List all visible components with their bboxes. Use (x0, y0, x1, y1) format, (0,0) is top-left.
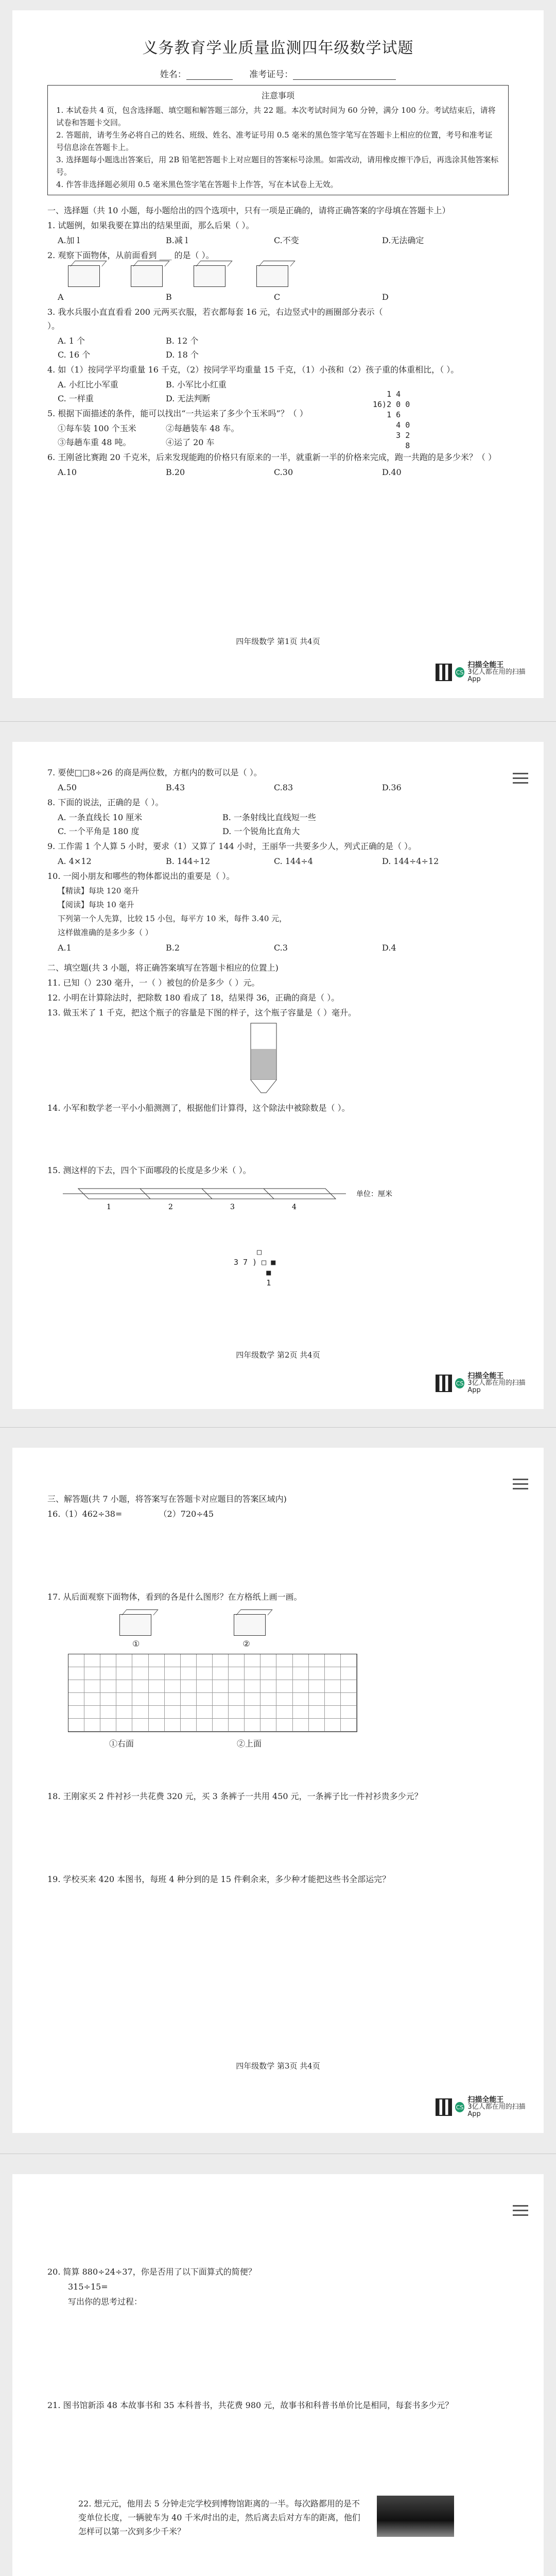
scanner-watermark (436, 1373, 533, 1394)
option: C. 一个平角是 180 度 (58, 826, 140, 836)
figure-tag: ① (132, 1639, 140, 1649)
cs-logo-icon: CS (455, 1378, 465, 1388)
question-16-part-1: 16.（1）462÷38= (47, 1509, 123, 1519)
bottle-figure (233, 1021, 294, 1098)
grid-cell[interactable] (181, 1719, 197, 1732)
grid-cell[interactable] (165, 1667, 181, 1680)
grid-cell[interactable] (309, 1680, 325, 1693)
grid-cell[interactable] (181, 1706, 197, 1719)
grid-cell[interactable] (260, 1706, 276, 1719)
question-21: 21. 图书馆新添 48 本故事书和 35 本科普书，共花费 980 元，故事书和科普书单价比是相同，每套书多少元？ (47, 2400, 454, 2410)
question-10-options (47, 941, 509, 955)
name-line (47, 67, 509, 80)
qr-code-icon (436, 2098, 452, 2116)
question-13: 13. 做玉米了 1 千克，把这个瓶子的容量是下图的样子，这个瓶子容量是（ ）毫升。 (47, 1008, 356, 1018)
option: C (274, 292, 281, 302)
option: ①每车装 100 个玉米 (58, 423, 136, 433)
scanner-watermark (436, 662, 533, 683)
option: B.20 (166, 467, 185, 477)
question-8-options (47, 810, 509, 838)
section-heading: 三、解答题(共 7 小题，将答案写在答题卡对应题目的答案区域内) (47, 1494, 287, 1504)
option: A (58, 292, 64, 302)
exam-no-label: 准考证号： (249, 70, 293, 80)
grid-cell[interactable] (84, 1719, 100, 1732)
grid-cell[interactable] (68, 1680, 84, 1693)
page-footer: 四年级数学 第2页 共4页 (236, 1350, 320, 1360)
segment-label: 4 (292, 1203, 297, 1211)
question-4: 4. 如（1）按同学平均重量 16 千克，（2）按同学平均重量 15 千克，（1）小孩和（2）孩子重的体重相比，（ ）。 (47, 365, 459, 375)
exam-page-3 (12, 1448, 544, 2133)
grid-cell[interactable] (213, 1693, 229, 1706)
segment-label: 1 (107, 1203, 111, 1211)
cs-logo-icon: CS (455, 2102, 465, 2112)
grid-cell[interactable] (116, 1667, 132, 1680)
grid-cell[interactable] (325, 1693, 341, 1706)
grid-cell[interactable] (325, 1667, 341, 1680)
grid-cell[interactable] (341, 1654, 357, 1667)
option: ②每趟装车 48 车。 (166, 423, 239, 433)
option: D. 144÷4÷12 (382, 856, 439, 866)
question-20: 20. 简算 880÷24÷37，你是否用了以下面算式的简便？ (47, 2267, 256, 2277)
grid-cell[interactable] (149, 1693, 165, 1706)
grid-cell[interactable] (309, 1706, 325, 1719)
grid-cell[interactable] (213, 1667, 229, 1680)
grid-cell[interactable] (116, 1680, 132, 1693)
grid-cell[interactable] (229, 1706, 245, 1719)
grid-cell[interactable] (132, 1706, 148, 1719)
cube-figure (256, 265, 288, 287)
option: C. 16 个 (58, 350, 91, 360)
grid-tag: ①右面 (109, 1739, 134, 1749)
grid-cell[interactable] (132, 1654, 148, 1667)
option: A.10 (58, 467, 77, 477)
option: B. 小军比小红重 (166, 380, 227, 389)
grid-cell[interactable] (165, 1706, 181, 1719)
option: B (166, 292, 172, 302)
option: A.50 (58, 783, 77, 792)
notice-line: 3. 选择题每小题选出答案后，用 2B 铅笔把答题卡上对应题目的答案标号涂黑。如需改动，请用橡皮擦干净后，再选涂其他答案标号。 (56, 155, 499, 177)
page-separator (0, 1427, 556, 1428)
grid-cell[interactable] (260, 1654, 276, 1667)
grid-cell[interactable] (245, 1654, 260, 1667)
notice-title: 注意事项 (261, 91, 294, 100)
grid-cell[interactable] (229, 1680, 245, 1693)
question-10: 10. 一阅小朋友和哪些的物体都说出的重要是（ ）。 (47, 871, 235, 881)
question-3-options (47, 334, 509, 362)
cube-figure (234, 1614, 266, 1636)
question-14: 14. 小军和数学老一平小小船测测了，根据他们计算得，这个除法中被除数是（ ）。 (47, 1103, 350, 1113)
option: D. 一个锐角比直角大 (222, 826, 300, 836)
question-9: 9. 工作需 1 个人算 5 小时，要求（1）又算了 144 小时，王丽华一共要多少人，列式正确的是（ ）。 (47, 841, 417, 851)
exam-page-4 (12, 2174, 544, 2576)
segment-label: 2 (168, 1203, 173, 1211)
option: A. 4×12 (58, 856, 92, 866)
option: C. 144÷4 (274, 856, 313, 866)
cube-figure (68, 265, 100, 287)
question-6-options (47, 465, 509, 479)
option: ③每趟车重 48 吨。 (58, 437, 131, 447)
grid-cell[interactable] (293, 1654, 309, 1667)
grid-cell[interactable] (100, 1667, 116, 1680)
grid-cell[interactable] (213, 1719, 229, 1732)
grid-cell[interactable] (68, 1719, 84, 1732)
option: B. 12 个 (166, 336, 199, 346)
question-22-block (47, 2496, 509, 2539)
notice-line: 2. 答题前，请考生务必将自己的姓名、班级、姓名、准考证号用 0.5 毫米的黑色签字笔写在答题卡上相应的位置，考号和准考证号信息涂在答题卡上。 (56, 130, 493, 152)
exam-page-2 (12, 742, 544, 1409)
grid-cell[interactable] (165, 1680, 181, 1693)
menu-icon[interactable] (513, 2205, 528, 2216)
grid-cell[interactable] (132, 1667, 148, 1680)
option: D.40 (382, 467, 402, 477)
grid-cell[interactable] (197, 1667, 213, 1680)
question-5: 5. 根据下面描述的条件，能可以找出“一共运来了多少个玉米吗”？（ ） (47, 409, 308, 418)
question-9-options (47, 854, 509, 868)
question-7: 7. 要使□□8÷26 的商是两位数，方框内的数可以是（ ）。 (47, 768, 262, 777)
grid-cell[interactable] (181, 1654, 197, 1667)
grid-cell[interactable] (229, 1667, 245, 1680)
long-division: 1 4 16)2 0 0 1 6 4 0 3 2 8 (373, 389, 410, 450)
cube-figure (119, 1614, 151, 1636)
option: C. 一样重 (58, 394, 94, 403)
option: B.2 (166, 943, 180, 953)
grid-cell[interactable] (100, 1719, 116, 1732)
grid-cell[interactable] (132, 1719, 148, 1732)
question-1: 1. 试题例，如果我要在算出的结果里面，那么后果（ ）。 (47, 221, 254, 230)
grid-cell[interactable] (229, 1654, 245, 1667)
grid-cell[interactable] (116, 1719, 132, 1732)
menu-icon[interactable] (513, 1479, 528, 1489)
grid-cell[interactable] (293, 1680, 309, 1693)
question-3: 3. 我水兵服小直直看看 200 元两买衣服，若衣都每套 16 元，右边竖式中的画圈部分表示（ ）。 (47, 307, 383, 331)
option: C.3 (274, 943, 288, 953)
question-16 (47, 1507, 509, 1521)
question-8: 8. 下面的说法，正确的是（ ）。 (47, 798, 164, 807)
grid-cell[interactable] (341, 1693, 357, 1706)
question-19: 19. 学校买来 420 本图书，每班 4 种分到的是 15 件剩余来，多少种才能把这些书全部运完？ (47, 1874, 391, 1884)
option: D. 18 个 (166, 350, 199, 360)
grid-cell[interactable] (84, 1654, 100, 1667)
grid-cell[interactable] (260, 1667, 276, 1680)
grid-cell[interactable] (309, 1693, 325, 1706)
option: D.无法确定 (382, 235, 424, 245)
grid-cell[interactable] (341, 1680, 357, 1693)
grid-cell[interactable] (213, 1654, 229, 1667)
drawing-grid[interactable] (68, 1654, 357, 1732)
question-12: 12. 小明在计算除法时，把除数 180 看成了 18，结果得 36，正确的商是（ ）。 (47, 993, 340, 1003)
question-17: 17. 从后面观察下面物体，看到的各是什么图形？在方格纸上画一画。 (47, 1592, 302, 1602)
grid-cell[interactable] (100, 1654, 116, 1667)
grid-cell[interactable] (149, 1719, 165, 1732)
option: D.4 (382, 943, 396, 953)
question-18: 18. 王刚家买 2 件衬衫一共花费 320 元，买 3 条裤子一共用 450 元，一条裤子比一件衬衫贵多少元？ (47, 1791, 423, 1801)
grid-cell[interactable] (116, 1706, 132, 1719)
segment-figure (58, 1178, 418, 1214)
grid-cell[interactable] (181, 1693, 197, 1706)
grid-cell[interactable] (341, 1719, 357, 1732)
notice-line: 4. 作答非选择题必须用 0.5 毫米黑色签字笔在答题卡上作答，写在本试卷上无效。 (56, 180, 338, 189)
grid-cell[interactable] (276, 1693, 292, 1706)
grid-cell[interactable] (149, 1680, 165, 1693)
grid-cell[interactable] (100, 1680, 116, 1693)
grid-cell[interactable] (341, 1706, 357, 1719)
question-22: 22. 想元元，他用去 5 分钟走完学校到博物馆距离的一半。每次路都用的是不变单位长度，一辆驶车为 40 千米/时出的走，然后离去后对方车的距离，他们怎样可以第一次到多少千米？ (78, 2499, 360, 2536)
question-17-figures (47, 1614, 509, 1636)
page-footer: 四年级数学 第1页 共4页 (236, 637, 320, 646)
question-1-options (47, 233, 509, 247)
grid-cell[interactable] (68, 1706, 84, 1719)
grid-cell[interactable] (325, 1654, 341, 1667)
grid-cell[interactable] (229, 1693, 245, 1706)
grid-cell[interactable] (309, 1667, 325, 1680)
grid-cell[interactable] (181, 1667, 197, 1680)
grid-cell[interactable] (245, 1667, 260, 1680)
exam-no-blank[interactable] (293, 70, 396, 80)
menu-icon[interactable] (513, 773, 528, 784)
grid-cell[interactable] (197, 1654, 213, 1667)
option: A.1 (58, 943, 72, 953)
grid-cell[interactable] (293, 1667, 309, 1680)
option: C.30 (274, 467, 293, 477)
option: C.不变 (274, 235, 299, 245)
question-11: 11. 已知（）230 毫升，一（ ）被包的价是多少（ ）元。 (47, 978, 260, 988)
question-6: 6. 王刚爸比赛跑 20 千克米，后来发现能跑的价格只有原来的一半，就重新一半的价格来完成，跑一共跑的是多少米？（ ） (47, 452, 496, 462)
grid-cell[interactable] (260, 1693, 276, 1706)
grid-cell[interactable] (165, 1719, 181, 1732)
grid-cell[interactable] (116, 1693, 132, 1706)
name-label: 姓名： (160, 70, 186, 80)
question-16-part-2: （2）720÷45 (159, 1509, 214, 1519)
grid-cell[interactable] (149, 1706, 165, 1719)
grid-cell[interactable] (132, 1693, 148, 1706)
grid-cell[interactable] (197, 1706, 213, 1719)
question-7-options (47, 781, 509, 794)
grid-cell[interactable] (197, 1719, 213, 1732)
grid-cell[interactable] (84, 1693, 100, 1706)
grid-tag: ②上面 (237, 1739, 262, 1749)
grid-cell[interactable] (68, 1654, 84, 1667)
exam-title: 义务教育学业质量监测四年级数学试题 (142, 39, 414, 57)
grid-cell[interactable] (276, 1719, 292, 1732)
option: B.减 l (166, 235, 188, 245)
notice-box (47, 85, 509, 195)
grid-cell[interactable] (276, 1680, 292, 1693)
grid-cell[interactable] (276, 1654, 292, 1667)
grid-cell[interactable] (84, 1680, 100, 1693)
segment-label: 3 (230, 1203, 235, 1211)
grid-cell[interactable] (165, 1654, 181, 1667)
grid-cell[interactable] (165, 1693, 181, 1706)
option: A.加 l (58, 235, 80, 245)
cube-figure (131, 265, 163, 287)
watermark-text: 扫描全能王 3亿人都在用的扫描App (467, 2096, 526, 2118)
option: A. 小红比小军重 (58, 380, 118, 389)
grid-cell[interactable] (309, 1654, 325, 1667)
exam-page-1 (12, 10, 544, 698)
grid-cell[interactable] (100, 1706, 116, 1719)
watermark-text: 扫描全能王 3亿人都在用的扫描App (467, 1372, 526, 1394)
grid-cell[interactable] (276, 1667, 292, 1680)
grid-cell[interactable] (260, 1719, 276, 1732)
qr-code-icon (436, 664, 452, 681)
grid-tags (47, 1737, 509, 1749)
grid-cell[interactable] (341, 1667, 357, 1680)
option: D (382, 292, 389, 302)
grid-cell[interactable] (245, 1719, 260, 1732)
division-puzzle: □ 3 7 ) □ ■ ■ 1 (234, 1247, 276, 1287)
grid-cell[interactable] (197, 1693, 213, 1706)
option: B. 144÷12 (166, 856, 211, 866)
question-10-info: 【精读】每块 120 毫升 【阅读】每块 10 毫升 下列第一个人先算，比较 15 小包，每平方 10 米，每件 3.40 元， 这样做准确的是多少多（ ） (58, 886, 287, 937)
question-20-sub: 315÷15= (68, 2282, 108, 2292)
question-4-options (47, 378, 509, 405)
grid-cell[interactable] (132, 1680, 148, 1693)
grid-cell[interactable] (245, 1680, 260, 1693)
option: D.36 (382, 783, 402, 792)
grid-cell[interactable] (68, 1693, 84, 1706)
question-2: 2. 观察下面物体，从前面看到 ___ 的是（ ）。 (47, 250, 214, 260)
option: D. 无法判断 (166, 394, 211, 403)
section-heading: 一、选择题（共 10 小题，每小题给出的四个选项中，只有一项是正确的，请将正确答案的字母填在答题卡上） (47, 206, 450, 215)
grid-cell[interactable] (181, 1680, 197, 1693)
grid-cell[interactable] (149, 1667, 165, 1680)
grid-cell[interactable] (325, 1706, 341, 1719)
grid-cell[interactable] (213, 1706, 229, 1719)
name-blank[interactable] (186, 70, 233, 80)
figure-tags (47, 1639, 509, 1649)
bridge-photo (377, 2496, 454, 2537)
question-20-note: 写出你的思考过程： (68, 2297, 143, 2307)
grid-cell[interactable] (309, 1719, 325, 1732)
question-5-options (47, 421, 509, 449)
grid-cell[interactable] (260, 1680, 276, 1693)
grid-cell[interactable] (100, 1693, 116, 1706)
grid-cell[interactable] (293, 1706, 309, 1719)
qr-code-icon (436, 1375, 452, 1392)
grid-cell[interactable] (245, 1693, 260, 1706)
scanner-watermark (436, 2097, 533, 2117)
option: B.43 (166, 783, 185, 792)
grid-cell[interactable] (197, 1680, 213, 1693)
figure-tag: ② (242, 1639, 250, 1649)
option: B. 一条射线比直线短一些 (222, 812, 316, 822)
page-footer: 四年级数学 第3页 共4页 (236, 2061, 320, 2071)
grid-cell[interactable] (84, 1667, 100, 1680)
option: ④运了 20 车 (166, 437, 215, 447)
grid-cell[interactable] (149, 1654, 165, 1667)
grid-cell[interactable] (116, 1654, 132, 1667)
page-separator (0, 721, 556, 722)
cs-logo-icon: CS (455, 667, 465, 677)
grid-cell[interactable] (213, 1680, 229, 1693)
grid-cell[interactable] (245, 1706, 260, 1719)
option: A. 一条直线长 10 厘米 (58, 812, 143, 822)
question-15: 15. 测这样的下去，四个下面哪段的长度是多少米（ ）。 (47, 1165, 251, 1175)
grid-cell[interactable] (325, 1719, 341, 1732)
grid-cell[interactable] (325, 1680, 341, 1693)
question-2-figures (47, 265, 509, 287)
grid-cell[interactable] (84, 1706, 100, 1719)
grid-cell[interactable] (68, 1667, 84, 1680)
question-2-options (47, 290, 509, 304)
unit-label: 单位：厘米 (356, 1190, 392, 1198)
notice-line: 1. 本试卷共 4 页，包含选择题、填空题和解答题三部分，共 22 题。本次考试时间为 60 分钟，满分 100 分。考试结束后，请将试卷和答题卡交回。 (56, 106, 496, 127)
section-heading: 二、填空题(共 3 小题，将正确答案填写在答题卡相应的位置上) (47, 963, 279, 973)
option: A. 1 个 (58, 336, 85, 346)
watermark-text: 扫描全能王 3亿人都在用的扫描App (467, 661, 526, 683)
option: C.83 (274, 783, 293, 792)
grid-cell[interactable] (229, 1719, 245, 1732)
grid-cell[interactable] (293, 1693, 309, 1706)
grid-cell[interactable] (293, 1719, 309, 1732)
cube-figure (194, 265, 225, 287)
grid-cell[interactable] (276, 1706, 292, 1719)
